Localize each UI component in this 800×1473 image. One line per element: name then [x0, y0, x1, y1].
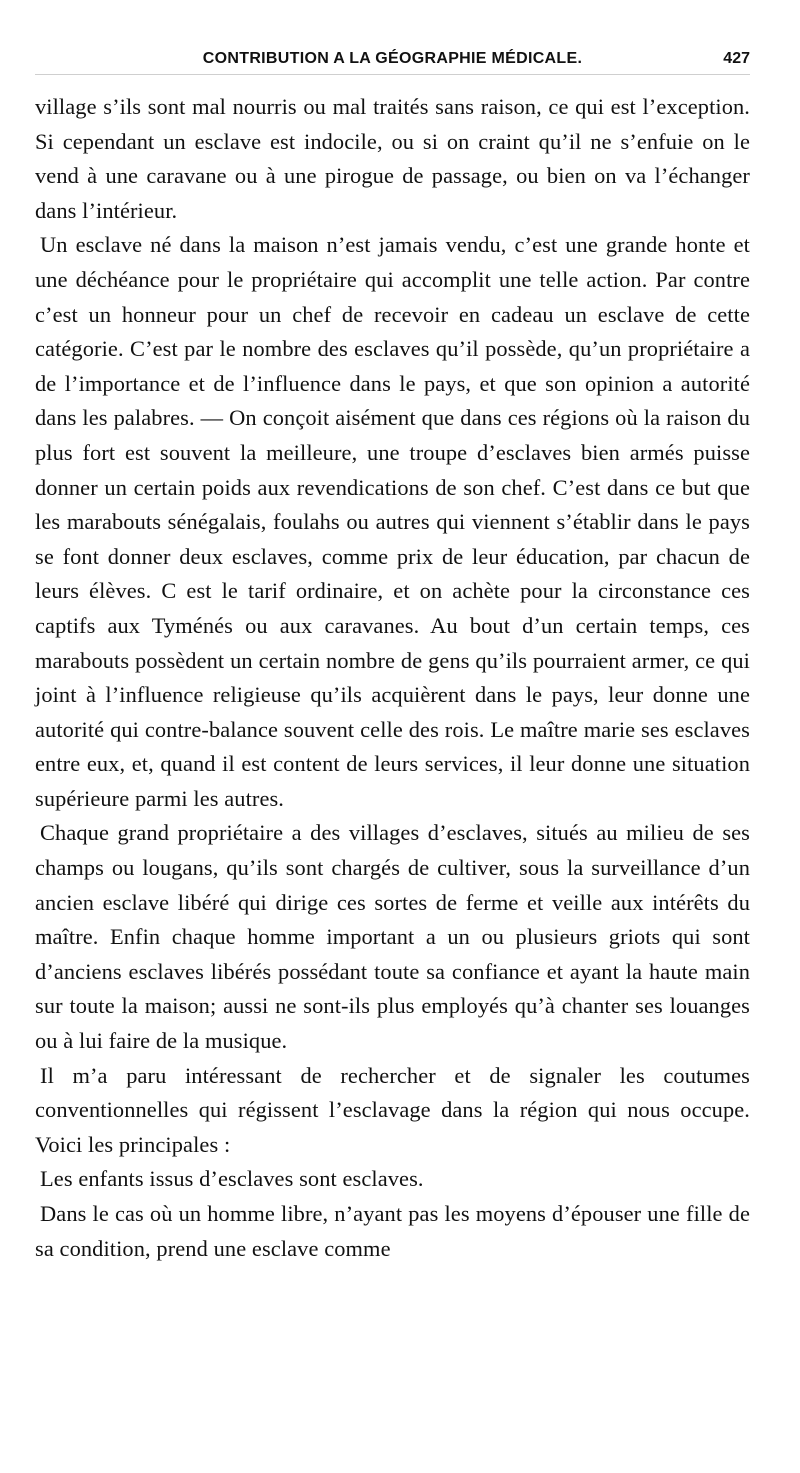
paragraph-slave-villages: Chaque grand propriétaire a des villages d’esclaves, situés au milieu de ses champs ou lougans, qu’ils sont chargés de cultiver, sous la surveillance d’un ancien esclave libéré qui dirige ces sortes de ferme et veille aux intérêts du maître. Enfin chaque homme important a un ou plusieurs griots qui sont d’anciens esclaves libérés possédant toute sa confiance et ayant la haute main sur toute la maison; aussi ne sont-ils plus employés qu’à chanter ses louanges ou à lui faire de la musique. — [35, 820, 750, 1054]
running-head — [35, 44, 750, 75]
body-text — [35, 90, 750, 1370]
paragraph-customs-intro: Il m’a paru intéressant de rechercher et de signaler les coutumes conventionnelles qui régissent l’esclavage dans la région qui nous occupe. Voici les principales : — [35, 1062, 750, 1157]
paragraph-continuation: village s’ils sont mal nourris ou mal traités sans raison, ce qui est l’exception. Si cependant un esclave est indocile, ou si on craint qu’il ne s’enfuie on le vend à une caravane ou à une pirogue de passage, ou bien on va l’échanger dans l’intérieur. — [35, 94, 750, 223]
paragraph-children-rule: Les enfants issus d’esclaves sont esclaves. — [40, 1166, 424, 1192]
paragraph-free-man-case: Dans le cas où un homme libre, n’ayant pas les moyens d’épouser une fille de sa condition, prend une esclave comme — [35, 1201, 750, 1261]
page-number: 427 — [723, 50, 750, 67]
paragraph-enslaved-born-in-house: Un esclave né dans la maison n’est jamais vendu, c’est une grande honte et une déchéance pour le propriétaire qui accomplit une telle action. Par contre c’est un honneur pour un chef de recevoir en cadeau un esclave de cette catégorie. C’est par le nombre des esclaves qu’il possède, qu’un propriétaire a de l’importance et de l’influence dans le pays, et que son opinion a autorité dans les palabres. — On conçoit aisément que dans ces régions où la raison du plus fort est souvent la meilleure, une troupe d’esclaves bien armés puisse donner un certain poids aux revendications de son chef. C’est dans ce but que les marabouts sénégalais, foulahs ou autres qui viennent s’établir dans le pays se font donner deux esclaves, comme prix de leur éducation, par chacun de leurs élèves. C est le tarif ordinaire, et on achète pour la circonstance ces captifs aux Tyménés ou aux caravanes. Au bout d’un certain temps, ces marabouts possèdent un certain nombre de gens qu’ils pourraient armer, ce qui joint à l’influence religieuse qu’ils acquièrent dans le pays, leur donne une autorité qui contre-balance souvent celle des rois. Le maître marie ses esclaves entre eux, et, quand il est content de leurs services, il leur donne une situation supérieure parmi les autres. — [35, 232, 750, 811]
running-title: CONTRIBUTION A LA GÉOGRAPHIE MÉDICALE. — [202, 50, 583, 67]
